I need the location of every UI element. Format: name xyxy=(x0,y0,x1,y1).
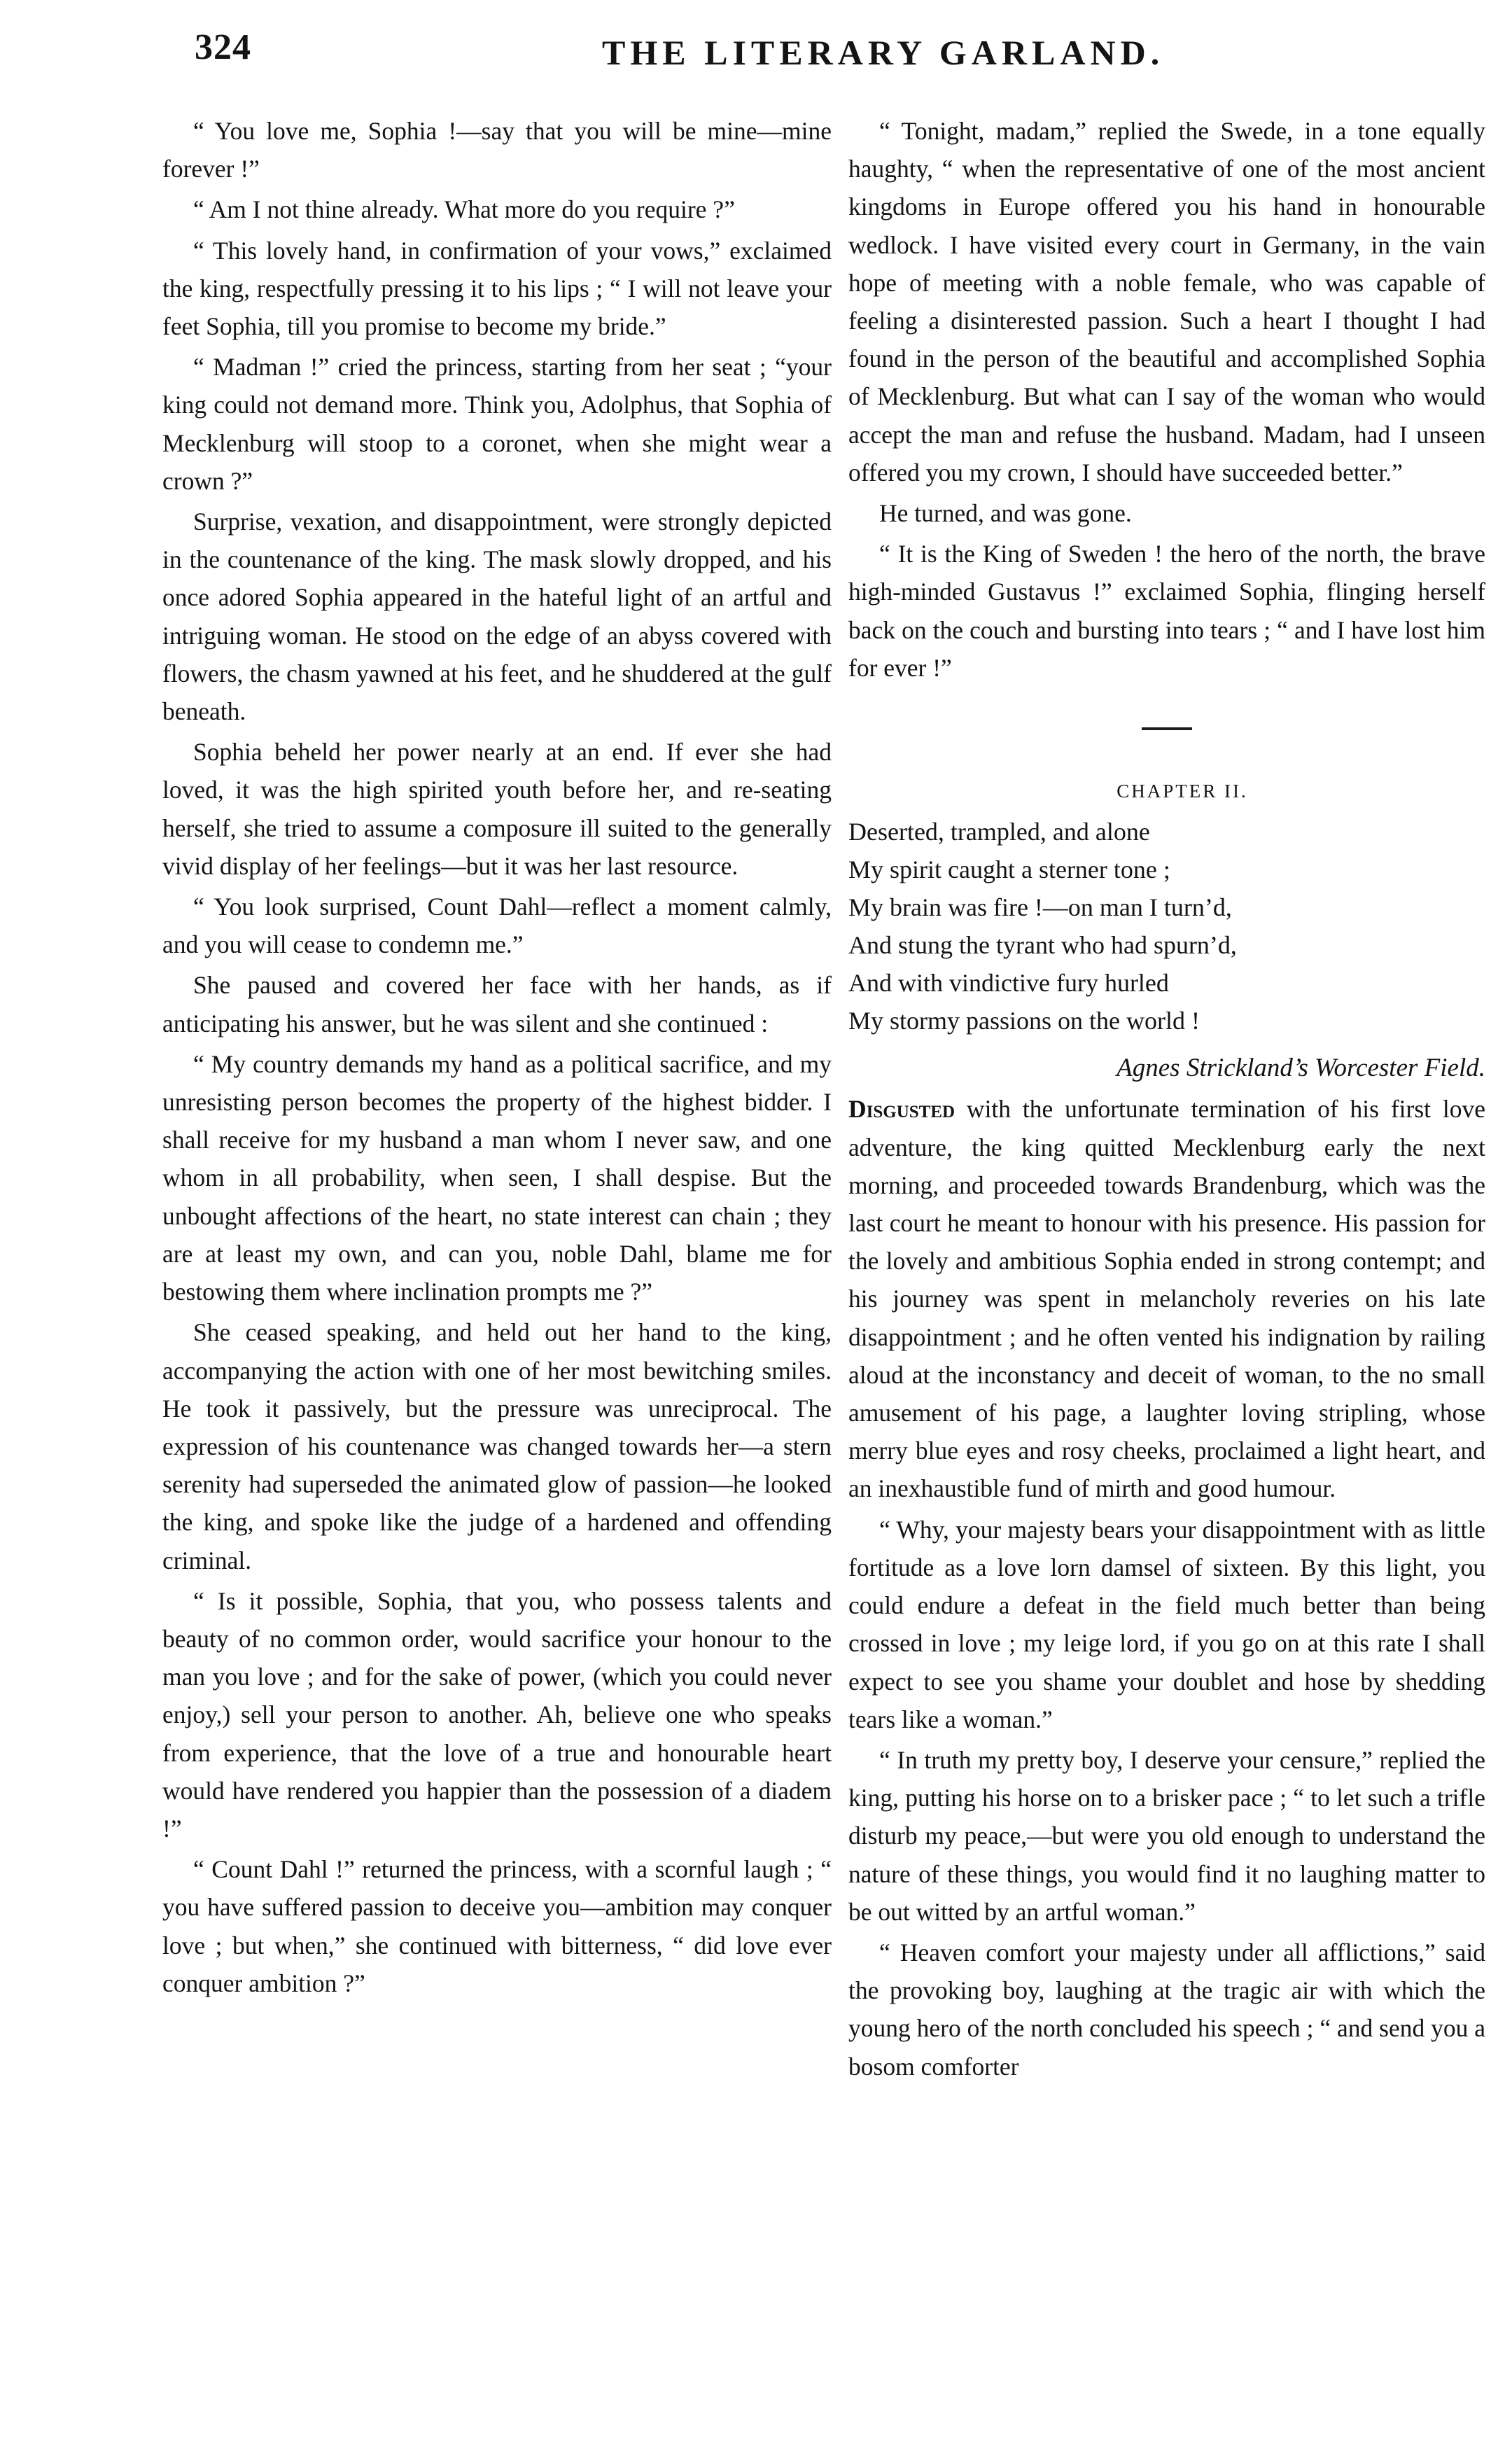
paragraph: She paused and covered her face with her hands, as if anticipating his answer, but he was silent and she continued : xyxy=(162,971,832,1037)
paragraph: “ This lovely hand, in confirmation of your vows,” exclaimed the king, respectfully pressing it to his lips ; “ I will not leave your feet Sophia, till you promise to become my bride.” xyxy=(162,236,832,341)
section-divider xyxy=(1142,727,1192,730)
running-title: THE LITERARY GARLAND. xyxy=(602,33,1165,72)
paragraph: He turned, and was gone. xyxy=(879,499,1132,528)
chapter-heading: CHAPTER II. xyxy=(1116,781,1248,802)
epigraph-line: Deserted, trampled, and alone xyxy=(848,818,1150,846)
paragraph: “ It is the King of Sweden ! the hero of the north, the brave high-minded Gustavus !” exclaimed Sophia, flinging herself back on the couch and bursting into tears ; “ and I have lost him for ever !” xyxy=(848,540,1485,682)
epigraph-line: My stormy passions on the world ! xyxy=(848,1007,1200,1035)
opening-word: Disgusted xyxy=(848,1095,955,1124)
epigraph xyxy=(848,813,1485,1040)
paragraph: “ My country demands my hand as a political sacrifice, and my unresisting person becomes the property of the highest bidder. I shall receive for my husband a man whom I never saw, and one whom in all probability, when seen, I shall despise. But the unbought affections of the heart, no state interest can chain ; they are at least my own, and can you, noble Dahl, blame me for bestowing them where inclination prompts me ?” xyxy=(162,1049,832,1306)
paragraph: “ Why, your majesty bears your disappointment with as little fortitude as a love lorn damsel of sixteen. By this light, you could endure a defeat in the field much better than being crossed in love ; my leige lord, if you go on at this rate I shall expect to see you shame your doublet and hose by shedding tears like a woman.” xyxy=(848,1515,1485,1733)
paragraph: “ In truth my pretty boy, I deserve your censure,” replied the king, putting his horse on to a brisker pace ; “ to let such a trifle disturb my peace,—but were you old enough to understand the nature of these things, you would find it no laughing matter to be out witted by an artful woman.” xyxy=(848,1745,1485,1926)
paragraph: Sophia beheld her power nearly at an end. If ever she had loved, it was the high spirited youth before her, and re-seating herself, she tried to assume a composure ill suited to the generally vivid display of her feelings—but it was her last resource. xyxy=(162,738,832,880)
paragraph: “ Tonight, madam,” replied the Swede, in a tone equally haughty, “ when the representative of one of the most ancient kingdoms in Europe offered you his hand in honourable wedlock. I have visited every court in Germany, in the vain hope of meeting with a noble female, who was capable of feeling a disinterested passion. Such a heart I thought I had found in the person of the beautiful and accomplished Sophia of Mecklenburg. But what can I say of the woman who would accept the man and refuse the husband. Madam, had I unseen offered you my crown, I should have succeeded better.” xyxy=(848,117,1485,487)
paragraph: “ Heaven comfort your majesty under all afflictions,” said the provoking boy, laughing at the tragic air with which the young hero of the north concluded his speech ; “ and send you a bosom comforter xyxy=(848,1938,1485,2081)
page-number: 324 xyxy=(195,27,251,67)
epigraph-attribution: Agnes Strickland’s Worcester Field. xyxy=(1116,1054,1485,1083)
paragraph: “ Am I not thine already. What more do you require ?” xyxy=(193,195,735,224)
epigraph-line: My spirit caught a sterner tone ; xyxy=(848,855,1170,884)
opening-text: with the unfortunate termination of his first love adventure, the king quitted Mecklenburg early the next morning, and proceeded towards Brandenburg, which was the last court he meant to honour with his presence. His passion for the lovely and ambitious Sophia ended in strong contempt; and his journey was spent in melancholy reveries on his late disappointment ; and he often vented his indignation by railing aloud at the inconstancy and deceit of woman, to the no small amusement of his page, a laughter loving stripling, whose merry blue eyes and rosy cheeks, proclaimed a light heart, and an inexhaustible fund of mirth and good humour. xyxy=(848,1095,1485,1503)
right-column xyxy=(848,112,1485,2088)
paragraph: “ Is it possible, Sophia, that you, who possess talents and beauty of no common order, would sacrifice your honour to the man you love ; and for the sake of power, (which you could never enjoy,) sell your person to another. Ah, believe one who speaks from experience, that the love of a true and honourable heart would have rendered you happier than the possession of a diadem !” xyxy=(162,1586,832,1843)
paragraph: “ You look surprised, Count Dahl—reflect a moment calmly, and you will cease to condemn me.” xyxy=(162,893,832,959)
paragraph: Surprise, vexation, and disappointment, were strongly depicted in the countenance of the king. The mask slowly dropped, and his once adored Sophia appeared in the hateful light of an artful and intriguing woman. He stood on the edge of an abyss covered with flowers, the chasm yawned at his feet, and he shuddered at the gulf beneath. xyxy=(162,508,832,726)
left-column xyxy=(162,112,832,2005)
paragraph: “ You love me, Sophia !—say that you will be mine—mine forever !” xyxy=(162,117,832,183)
epigraph-line: My brain was fire !—on man I turn’d, xyxy=(848,893,1232,922)
paragraph: She ceased speaking, and held out her hand to the king, accompanying the action with one of her most bewitching smiles. He took it passively, but the pressure was unreciprocal. The expression of his countenance was changed towards her—a stern serenity had superseded the animated glow of passion—he looked the king, and spoke like the judge of a hardened and offending criminal. xyxy=(162,1318,832,1574)
paragraph: “ Count Dahl !” returned the princess, with a scornful laugh ; “ you have suffered passion to deceive you—ambition may conquer love ; but when,” she continued with bitterness, “ did love ever conquer ambition ?” xyxy=(162,1855,832,1997)
epigraph-line: And with vindictive fury hurled xyxy=(848,969,1169,998)
epigraph-line: And stung the tyrant who had spurn’d, xyxy=(848,931,1237,960)
paragraph: “ Madman !” cried the princess, starting from her seat ; “your king could not demand more. Think you, Adolphus, that Sophia of Mecklenburg will stoop to a coronet, when she might wear a crown ?” xyxy=(162,353,832,495)
chapter-opening-paragraph xyxy=(848,1090,1485,1507)
